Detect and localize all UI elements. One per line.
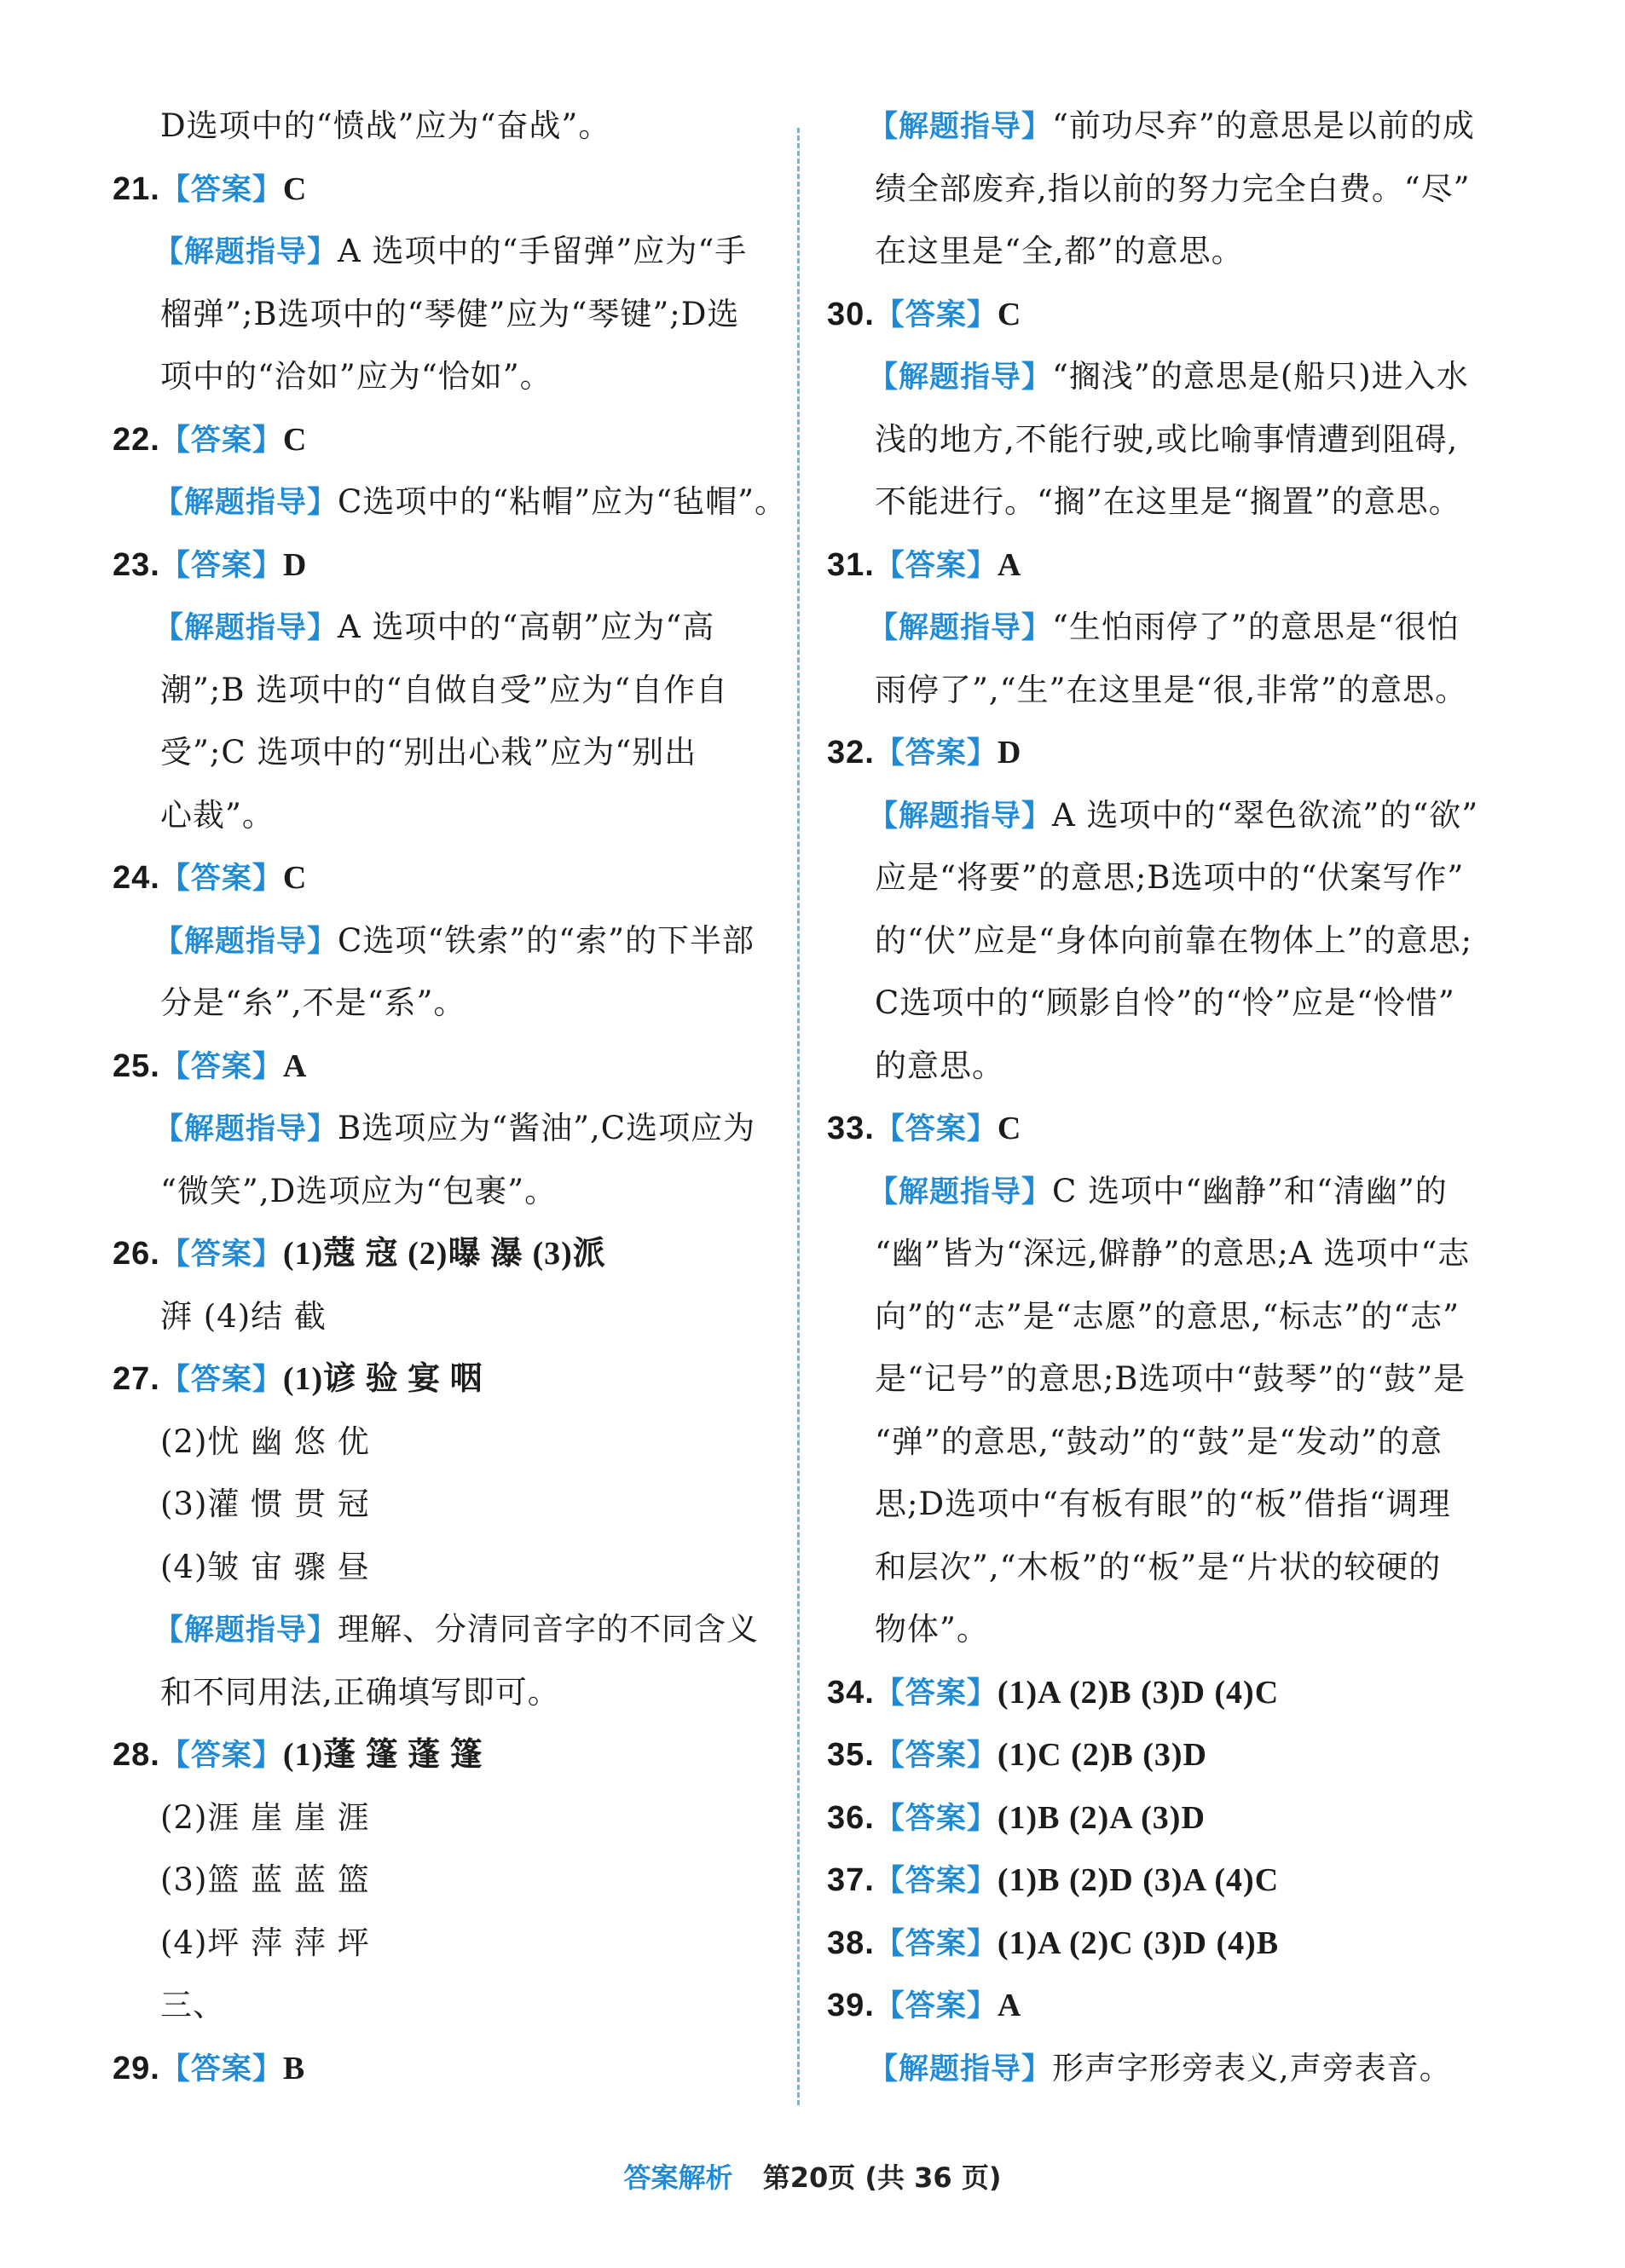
text-line [827, 731, 1021, 775]
text-line [160, 1859, 370, 1902]
column-divider [797, 128, 800, 2105]
guide-text: A 选项中的“高朝”应为“高 [338, 609, 715, 645]
text-line [875, 1546, 1441, 1589]
text-line [160, 355, 552, 398]
body-text: C选项中的“顾影自怜”的“怜”应是“怜惜” [875, 984, 1455, 1021]
guide-tag: 【解题指导】 [153, 924, 338, 959]
question-number: 30. [827, 296, 875, 332]
answer-value: A [997, 546, 1022, 583]
text-line [160, 105, 610, 147]
answer-value: C [282, 170, 308, 207]
body-text: 心裁”。 [160, 796, 275, 834]
answer-value: (1)蓬 篷 蓬 篷 [282, 1737, 483, 1773]
answer-tag: 【答案】 [159, 1739, 283, 1773]
guide-text: B选项应为“酱油”,C选项应为 [338, 1110, 756, 1146]
footer-title: 答案解析 [623, 2161, 733, 2194]
text-line [875, 1421, 1443, 1463]
text-line [868, 355, 1469, 399]
body-text: 湃 (4)结 截 [160, 1297, 327, 1335]
body-text: (4)皱 宙 骤 昼 [160, 1548, 370, 1585]
text-line [160, 1797, 370, 1839]
question-number: 24. [113, 860, 160, 896]
answer-value: C [997, 1111, 1022, 1146]
answer-value: A [282, 1047, 308, 1084]
text-line [113, 418, 307, 462]
text-line [160, 982, 466, 1024]
answer-tag: 【答案】 [874, 1676, 998, 1711]
guide-tag: 【解题指导】 [868, 361, 1053, 395]
question-number: 35. [827, 1737, 875, 1773]
answer-value: C [997, 296, 1022, 332]
answer-tag: 【答案】 [159, 862, 283, 896]
answer-tag: 【答案】 [874, 1926, 998, 1961]
text-line [153, 481, 787, 524]
answer-value: C [282, 860, 308, 896]
text-line [868, 1170, 1448, 1214]
guide-text: C选项“铁索”的“索”的下半部 [338, 921, 755, 959]
body-text: 三、 [160, 1987, 225, 2023]
text-line [868, 105, 1475, 148]
answer-tag: 【答案】 [874, 297, 998, 332]
text-line [868, 794, 1478, 838]
answer-tag: 【答案】 [159, 1238, 283, 1272]
body-text: “幽”皆为“深远,僻静”的意思;A 选项中“志 [875, 1235, 1471, 1272]
body-text: (4)坪 萍 萍 坪 [160, 1924, 370, 1961]
answer-value: (1)A (2)B (3)D (4)C [997, 1674, 1280, 1711]
text-line [160, 731, 697, 774]
text-line [875, 1232, 1470, 1275]
question-number: 32. [827, 735, 875, 770]
answer-tag: 【答案】 [874, 1112, 998, 1146]
text-line [875, 1045, 1004, 1088]
text-line [113, 168, 307, 211]
text-line [875, 982, 1455, 1024]
answer-value: A [997, 1988, 1022, 2023]
answer-tag: 【答案】 [159, 172, 283, 207]
body-text: 物体”。 [875, 1611, 989, 1648]
text-line [875, 481, 1461, 523]
text-line [113, 1734, 483, 1777]
text-line [153, 920, 755, 963]
question-number: 25. [113, 1047, 160, 1084]
body-text: 向”的“志”是“志愿”的意思,“标志”的“志” [875, 1297, 1460, 1335]
body-text: 榴弹”;B选项中的“琴健”应为“琴键”;D选 [160, 295, 740, 332]
text-line [153, 230, 747, 274]
answer-tag: 【答案】 [159, 423, 283, 458]
body-text: 潮”;B 选项中的“自做自受”应为“自作自 [160, 671, 729, 708]
answer-value: (1)A (2)C (3)D (4)B [997, 1925, 1280, 1961]
text-line [875, 920, 1472, 962]
answer-tag: 【答案】 [159, 1363, 283, 1397]
body-text: 的意思。 [875, 1047, 1004, 1084]
text-line [160, 1170, 557, 1213]
text-line [113, 1358, 483, 1401]
text-line [113, 1232, 606, 1276]
text-line [113, 1045, 307, 1088]
body-text: 受”;C 选项中的“别出心栽”应为“别出 [160, 734, 697, 770]
guide-text: “前功尽弃”的意思是以前的成 [1052, 107, 1475, 144]
body-text: 在这里是“全,都”的意思。 [875, 233, 1244, 269]
text-line [113, 857, 307, 900]
text-line [875, 669, 1467, 712]
text-line [827, 293, 1021, 337]
answer-tag: 【答案】 [159, 2052, 283, 2086]
text-line [875, 857, 1464, 899]
guide-tag: 【解题指导】 [153, 1613, 338, 1648]
body-text: (2)忧 幽 悠 优 [160, 1423, 370, 1460]
guide-text: A 选项中的“手留弹”应为“手 [338, 233, 748, 269]
answer-tag: 【答案】 [874, 736, 998, 770]
answer-tag: 【答案】 [159, 548, 283, 583]
body-text: D选项中的“愤战”应为“奋战”。 [160, 107, 611, 144]
answer-value: (1)B (2)D (3)A (4)C [997, 1862, 1280, 1898]
guide-tag: 【解题指导】 [868, 1174, 1053, 1209]
text-line [153, 1608, 759, 1652]
answer-value: (1)B (2)A (3)D [997, 1799, 1206, 1836]
question-number: 21. [113, 170, 160, 207]
text-line [113, 544, 307, 587]
text-line [160, 669, 728, 712]
body-text: (2)涯 崖 崖 涯 [160, 1798, 370, 1836]
body-text: 不能进行。“搁”在这里是“搁置”的意思。 [875, 483, 1461, 520]
question-number: 36. [827, 1799, 875, 1836]
question-number: 23. [113, 546, 160, 583]
body-text: 项中的“洽如”应为“恰如”。 [160, 358, 552, 395]
answer-value: C [282, 421, 308, 458]
question-number: 29. [113, 2050, 160, 2086]
text-line [827, 1859, 1279, 1902]
text-line [875, 1483, 1451, 1526]
body-text: 的“伏”应是“身体向前靠在物体上”的意思; [875, 921, 1473, 959]
guide-tag: 【解题指导】 [868, 611, 1053, 645]
question-number: 26. [113, 1236, 160, 1272]
text-line [827, 1107, 1021, 1151]
text-line [160, 1984, 225, 2027]
guide-text: 理解、分清同音字的不同含义 [338, 1611, 760, 1648]
answer-tag: 【答案】 [874, 548, 998, 583]
guide-tag: 【解题指导】 [868, 2052, 1053, 2086]
text-line [875, 1296, 1460, 1338]
body-text: 思;D选项中“有板有眼”的“板”借指“调理 [875, 1486, 1451, 1522]
answer-value: B [282, 2050, 306, 2086]
text-line [868, 606, 1460, 649]
question-number: 22. [113, 421, 160, 458]
question-number: 37. [827, 1862, 875, 1898]
body-text: 绩全部废弃,指以前的努力完全白费。“尽” [875, 170, 1471, 207]
text-line [160, 293, 739, 336]
text-line [160, 1483, 370, 1526]
answer-tag: 【答案】 [874, 1864, 998, 1898]
body-text: “弹”的意思,“鼓动”的“鼓”是“发动”的意 [875, 1423, 1443, 1460]
text-line [827, 1734, 1207, 1777]
text-line [827, 1922, 1279, 1965]
body-text: 和层次”,“木板”的“板”是“片状的较硬的 [875, 1548, 1442, 1585]
text-line [160, 1546, 370, 1589]
body-text: 应是“将要”的意思;B选项中的“伏案写作” [875, 859, 1465, 896]
body-text: (3)篮 蓝 蓝 篮 [160, 1861, 370, 1898]
question-number: 27. [113, 1361, 160, 1397]
question-number: 39. [827, 1988, 875, 2023]
text-line [827, 1671, 1279, 1715]
guide-text: “生怕雨停了”的意思是“很怕 [1052, 609, 1460, 645]
guide-tag: 【解题指导】 [868, 110, 1053, 144]
text-line [160, 1922, 370, 1965]
guide-tag: 【解题指导】 [153, 486, 338, 520]
answer-value: (1)谚 验 宴 咽 [282, 1361, 483, 1397]
body-text: 分是“糸”,不是“系”。 [160, 984, 466, 1021]
text-line [875, 1358, 1466, 1400]
guide-text: “搁浅”的意思是(船只)进入水 [1052, 358, 1469, 395]
guide-text: C选项中的“粘帽”应为“毡帽”。 [338, 483, 787, 520]
guide-tag: 【解题指导】 [153, 1112, 338, 1146]
text-line [160, 1671, 560, 1714]
page-footer [0, 2156, 1625, 2196]
text-line [875, 168, 1471, 211]
answer-tag: 【答案】 [874, 1739, 998, 1773]
text-line [875, 1608, 989, 1651]
answer-tag: 【答案】 [874, 1989, 998, 2023]
text-line [153, 606, 714, 649]
text-line [160, 1296, 327, 1338]
body-text: (3)灌 惯 贯 冠 [160, 1486, 370, 1522]
guide-tag: 【解题指导】 [153, 235, 338, 269]
answer-tag: 【答案】 [159, 1049, 283, 1084]
answer-value: (1)C (2)B (3)D [997, 1737, 1207, 1773]
body-text: 浅的地方,不能行驶,或比喻事情遭到阻碍, [875, 420, 1459, 458]
text-line [113, 2047, 305, 2091]
guide-text: 形声字形旁表义,声旁表音。 [1052, 2049, 1452, 2086]
body-text: 是“记号”的意思;B选项中“鼓琴”的“鼓”是 [875, 1360, 1466, 1397]
question-number: 31. [827, 546, 875, 583]
text-line [153, 1107, 755, 1151]
text-line [827, 1984, 1021, 2028]
text-line [827, 544, 1021, 587]
question-number: 28. [113, 1737, 160, 1773]
guide-text: A 选项中的“翠色欲流”的“欲” [1052, 796, 1479, 834]
body-text: 雨停了”,“生”在这里是“很,非常”的意思。 [875, 671, 1468, 708]
body-text: “微笑”,D选项应为“包裹”。 [160, 1172, 558, 1209]
text-line [868, 2047, 1452, 2091]
question-number: 38. [827, 1925, 875, 1961]
text-line [160, 1421, 370, 1463]
text-line [875, 418, 1458, 461]
text-line [160, 794, 275, 837]
answer-value: D [282, 546, 308, 583]
answer-value: D [997, 735, 1022, 770]
footer-page-number: 第20页 (共 36 页) [762, 2161, 1002, 2194]
answer-value: (1)蔻 寇 (2)曝 瀑 (3)派 [282, 1236, 606, 1272]
guide-text: C 选项中“幽静”和“清幽”的 [1052, 1172, 1448, 1209]
answer-tag: 【答案】 [874, 1801, 998, 1836]
text-line [875, 230, 1244, 273]
question-number: 34. [827, 1674, 875, 1711]
guide-tag: 【解题指导】 [153, 611, 338, 645]
guide-tag: 【解题指导】 [868, 799, 1053, 834]
text-line [827, 1797, 1206, 1840]
question-number: 33. [827, 1111, 875, 1146]
body-text: 和不同用法,正确填写即可。 [160, 1673, 560, 1711]
